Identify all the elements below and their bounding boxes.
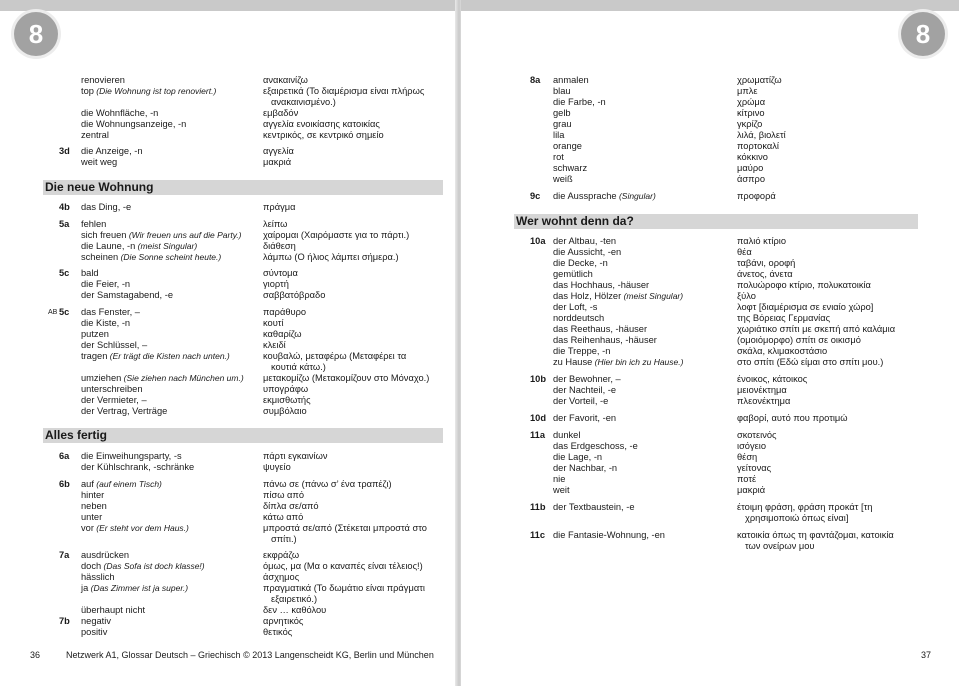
greek-translation: εκμισθωτής: [263, 395, 311, 405]
german-term: weiß: [553, 174, 573, 184]
example-text: (Wir freuen uns auf die Party.): [126, 230, 242, 240]
german-term: die Aussicht, -en: [553, 247, 622, 257]
german-term: top (Die Wohnung ist top renoviert.): [81, 86, 217, 96]
german-term: die Wohnfläche, -n: [81, 108, 159, 118]
greek-translation: όμως, μα (Μα ο καναπές είναι τέλειος!): [263, 561, 423, 571]
german-term: schwarz: [553, 163, 588, 173]
german-term: scheinen (Die Sonne scheint heute.): [81, 252, 222, 262]
example-text: (Er steht vor dem Haus.): [93, 523, 189, 533]
greek-translation: λάμπω (Ο ήλιος λάμπει σήμερα.): [263, 252, 399, 262]
greek-translation: θέση: [737, 452, 758, 462]
greek-translation: εμβαδόν: [263, 108, 299, 118]
example-text: (auf einem Tisch): [93, 479, 162, 489]
greek-translation: γκρίζο: [737, 119, 763, 129]
greek-translation: εξαιρετικά (Το διαμέρισμα είναι πλήρως: [263, 86, 425, 96]
exercise-number: 4b: [59, 202, 70, 212]
greek-translation: χωριάτικο σπίτι με σκεπή από καλάμια: [737, 324, 896, 334]
greek-translation: κουβαλώ, μεταφέρω (Μεταφέρει τα: [263, 351, 407, 361]
greek-translation: ποτέ: [737, 474, 757, 484]
german-term: fehlen: [81, 219, 107, 229]
greek-translation: θετικός: [263, 627, 293, 637]
greek-translation: κουτιά κάτω.): [271, 362, 326, 372]
example-text: (meist Singular): [621, 291, 684, 301]
footer-text: Netzwerk A1, Glossar Deutsch – Griechisch © 2013 Langenscheidt KG, Berlin und München: [66, 650, 434, 660]
greek-translation: μπροστά σε/από (Στέκεται μπροστά στο: [263, 523, 427, 533]
german-term: gemütlich: [553, 269, 593, 279]
greek-translation: μαύρο: [737, 163, 764, 173]
exercise-number: 5a: [59, 219, 70, 229]
german-term: der Vermieter, –: [81, 395, 147, 405]
greek-translation: μακριά: [263, 157, 292, 167]
example-text: (Das Sofa ist doch klasse!): [101, 561, 205, 571]
german-term: die Farbe, -n: [553, 97, 606, 107]
exercise-number: 7a: [59, 550, 70, 560]
german-term: positiv: [81, 627, 108, 637]
german-term: der Vertrag, Verträge: [81, 406, 168, 416]
greek-translation: κόκκινο: [737, 152, 768, 162]
greek-translation: πραγματικά (Το δωμάτιο είναι πράγματι: [263, 583, 425, 593]
greek-translation: στο σπίτι (Εδώ είμαι στο σπίτι μου.): [737, 357, 884, 367]
greek-translation: ισόγειο: [737, 441, 767, 451]
example-text: (Das Zimmer ist ja super.): [88, 583, 189, 593]
exercise-number: 11a: [530, 430, 545, 440]
german-term: der Vorteil, -e: [553, 396, 609, 406]
exercise-number: 8a: [530, 75, 541, 85]
german-term: die Fantasie-Wohnung, -en: [553, 530, 665, 540]
top-bar: [0, 0, 457, 11]
example-text: (Hier bin ich zu Hause.): [592, 357, 684, 367]
german-term: hässlich: [81, 572, 115, 582]
exercise-number: 10a: [530, 236, 546, 246]
german-term: lila: [553, 130, 565, 140]
german-term: das Ding, -e: [81, 202, 132, 212]
example-text: (Singular): [616, 191, 656, 201]
greek-translation: καθαρίζω: [263, 329, 302, 339]
german-term: die Lage, -n: [553, 452, 603, 462]
greek-translation: πάρτι εγκαινίων: [263, 451, 328, 461]
german-term: die Laune, -n (meist Singular): [81, 241, 198, 251]
german-term: zentral: [81, 130, 109, 140]
german-term: umziehen (Sie ziehen nach München um.): [81, 373, 244, 383]
greek-translation: (ομοιόμορφο) σπίτι σε οικισμό: [737, 335, 861, 345]
german-term: das Holz, Hölzer (meist Singular): [553, 291, 684, 301]
german-term: sich freuen (Wir freuen uns auf die Party.): [81, 230, 242, 240]
exercise-number: 10b: [530, 374, 547, 384]
greek-translation: ξύλο: [737, 291, 756, 301]
section-heading: Wer wohnt denn da?: [516, 214, 634, 228]
german-term: dunkel: [553, 430, 581, 440]
german-term: ja (Das Zimmer ist ja super.): [81, 583, 189, 593]
german-term: orange: [553, 141, 582, 151]
german-term: blau: [553, 86, 571, 96]
german-term: bald: [81, 268, 99, 278]
exercise-number: 11c: [530, 530, 545, 540]
german-term: weit weg: [81, 157, 118, 167]
german-term: unter: [81, 512, 103, 522]
greek-translation: χρώμα: [737, 97, 766, 107]
german-term: neben: [81, 501, 107, 511]
exercise-number: 5c: [59, 307, 70, 317]
german-term: negativ: [81, 616, 111, 626]
greek-translation: δεν … καθόλου: [263, 605, 327, 615]
exercise-number: 10d: [530, 413, 547, 423]
greek-translation: μετακομίζω (Μετακομίζουν στο Μόναχο.): [263, 373, 430, 383]
german-term: die Anzeige, -n: [81, 146, 143, 156]
example-text: (Die Sonne scheint heute.): [118, 252, 222, 262]
exercise-number: 6a: [59, 451, 70, 461]
greek-translation: ταβάνι, οροφή: [737, 258, 796, 268]
german-term: die Wohnungsanzeige, -n: [81, 119, 187, 129]
german-term: die Aussprache (Singular): [553, 191, 656, 201]
page-number: 36: [30, 650, 41, 660]
german-term: ausdrücken: [81, 550, 130, 560]
exercise-number: 7b: [59, 616, 70, 626]
german-term: vor (Er steht vor dem Haus.): [81, 523, 189, 533]
german-term: die Einweihungsparty, -s: [81, 451, 182, 461]
german-term: rot: [553, 152, 564, 162]
greek-translation: κεντρικός, σε κεντρικό σημείο: [263, 130, 384, 140]
example-text: (meist Singular): [135, 241, 198, 251]
german-term: weit: [553, 485, 570, 495]
german-term: der Bewohner, –: [553, 374, 621, 384]
section-heading: Alles fertig: [45, 428, 108, 442]
greek-translation: θέα: [737, 247, 752, 257]
example-text: (Sie ziehen nach München um.): [121, 373, 244, 383]
top-bar: [461, 0, 959, 11]
greek-translation: δίπλα σε/από: [263, 501, 319, 511]
german-term: das Reihenhaus, -häuser: [553, 335, 657, 345]
german-term: der Samstagabend, -e: [81, 290, 173, 300]
german-term: nie: [553, 474, 566, 484]
chapter-badge: 8: [14, 12, 58, 56]
greek-translation: κατοικία όπως τη φαντάζομαι, κατοικία: [737, 530, 894, 540]
example-text: (Er trägt die Kisten nach unten.): [107, 351, 230, 361]
greek-translation: αρνητικός: [263, 616, 304, 626]
german-term: der Loft, -s: [553, 302, 598, 312]
greek-translation: μπλε: [737, 86, 758, 96]
german-term: renovieren: [81, 75, 125, 85]
greek-translation: σκάλα, κλιμακοστάσιο: [737, 346, 828, 356]
greek-translation: εξαιρετικό.): [271, 594, 318, 604]
greek-translation: της Βόρειας Γερμανίας: [737, 313, 831, 323]
greek-translation: χρησιμοποιώ όπως είναι]: [745, 513, 849, 523]
exercise-number: 6b: [59, 479, 70, 489]
greek-translation: κάτω από: [263, 512, 304, 522]
greek-translation: λείπω: [263, 219, 288, 229]
greek-translation: άσχημος: [263, 572, 300, 582]
ab-label: AB: [48, 309, 58, 316]
german-term: der Textbaustein, -e: [553, 502, 635, 512]
german-term: auf (auf einem Tisch): [81, 479, 162, 489]
section-heading: Die neue Wohnung: [45, 180, 154, 194]
greek-translation: λοφτ [διαμέρισμα σε ενιαίο χώρο]: [737, 302, 874, 312]
left-page: [0, 0, 457, 686]
greek-translation: χαίρομαι (Χαιρόμαστε για το πάρτι.): [263, 230, 410, 240]
german-term: das Erdgeschoss, -e: [553, 441, 638, 451]
german-term: zu Hause (Hier bin ich zu Hause.): [553, 357, 684, 367]
greek-translation: πλεονέκτημα: [737, 396, 791, 406]
greek-translation: μακριά: [737, 485, 766, 495]
german-term: der Kühlschrank, -schränke: [81, 462, 195, 472]
greek-translation: προφορά: [737, 191, 776, 201]
exercise-number: 5c: [59, 268, 70, 278]
german-term: die Feier, -n: [81, 279, 131, 289]
exercise-number: 11b: [530, 502, 546, 512]
greek-translation: φαβορί, αυτό που προτιμώ: [737, 413, 848, 423]
greek-translation: αγγελία: [263, 146, 294, 156]
greek-translation: μειονέκτημα: [737, 385, 787, 395]
german-term: der Nachteil, -e: [553, 385, 617, 395]
greek-translation: πορτοκαλί: [737, 141, 779, 151]
greek-translation: των ονείρων μου: [745, 541, 815, 551]
german-term: überhaupt nicht: [81, 605, 146, 615]
german-term: doch (Das Sofa ist doch klasse!): [81, 561, 205, 571]
german-term: das Fenster, –: [81, 307, 140, 317]
greek-translation: γιορτή: [263, 279, 289, 289]
greek-translation: άνετος, άνετα: [737, 269, 793, 279]
greek-translation: λιλά, βιολετί: [737, 130, 786, 140]
greek-translation: εκφράζω: [263, 550, 300, 560]
german-term: der Favorit, -en: [553, 413, 617, 423]
greek-translation: συμβόλαιο: [263, 406, 307, 416]
german-term: der Altbau, -ten: [553, 236, 617, 246]
greek-translation: σπίτι.): [271, 534, 297, 544]
greek-translation: ανακαινισμένο.): [271, 97, 336, 107]
german-term: gelb: [553, 108, 571, 118]
greek-translation: άσπρο: [737, 174, 765, 184]
exercise-number: 9c: [530, 191, 541, 201]
german-term: unterschreiben: [81, 384, 143, 394]
german-term: hinter: [81, 490, 105, 500]
greek-translation: ανακαινίζω: [263, 75, 308, 85]
greek-translation: αγγελία ενοικίασης κατοικίας: [263, 119, 380, 129]
greek-translation: γείτονας: [737, 463, 772, 473]
greek-translation: πράγμα: [263, 202, 296, 212]
german-term: anmalen: [553, 75, 589, 85]
greek-translation: ένοικος, κάτοικος: [737, 374, 808, 384]
german-term: der Nachbar, -n: [553, 463, 618, 473]
german-term: die Kiste, -n: [81, 318, 131, 328]
german-term: grau: [553, 119, 572, 129]
german-term: tragen (Er trägt die Kisten nach unten.): [81, 351, 230, 361]
german-term: die Treppe, -n: [553, 346, 611, 356]
example-text: (Die Wohnung ist top renoviert.): [93, 86, 217, 96]
greek-translation: σκοτεινός: [737, 430, 777, 440]
greek-translation: πάνω σε (πάνω σ’ ένα τραπέζι): [263, 479, 392, 489]
greek-translation: κίτρινο: [737, 108, 765, 118]
greek-translation: διάθεση: [263, 241, 296, 251]
greek-translation: υπογράφω: [263, 384, 309, 394]
greek-translation: κουτί: [263, 318, 284, 328]
greek-translation: σύντομα: [263, 268, 298, 278]
greek-translation: πολυώροφο κτίριο, πολυκατοικία: [737, 280, 871, 290]
german-term: das Hochhaus, -häuser: [553, 280, 650, 290]
exercise-number: 3d: [59, 146, 70, 156]
chapter-badge: 8: [901, 12, 945, 56]
greek-translation: έτοιμη φράση, φράση προκάτ [τη: [737, 502, 873, 512]
right-page: [461, 0, 959, 686]
german-term: der Schlüssel, –: [81, 340, 148, 350]
german-term: norddeutsch: [553, 313, 605, 323]
greek-translation: ψυγείο: [263, 462, 291, 472]
greek-translation: παράθυρο: [263, 307, 307, 317]
page-number: 37: [921, 650, 932, 660]
greek-translation: κλειδί: [263, 340, 286, 350]
german-term: das Reethaus, -häuser: [553, 324, 648, 334]
german-term: putzen: [81, 329, 109, 339]
german-term: die Decke, -n: [553, 258, 608, 268]
greek-translation: χρωματίζω: [737, 75, 782, 85]
greek-translation: σαββατόβραδο: [263, 290, 326, 300]
greek-translation: παλιό κτίριο: [737, 236, 787, 246]
greek-translation: πίσω από: [263, 490, 305, 500]
